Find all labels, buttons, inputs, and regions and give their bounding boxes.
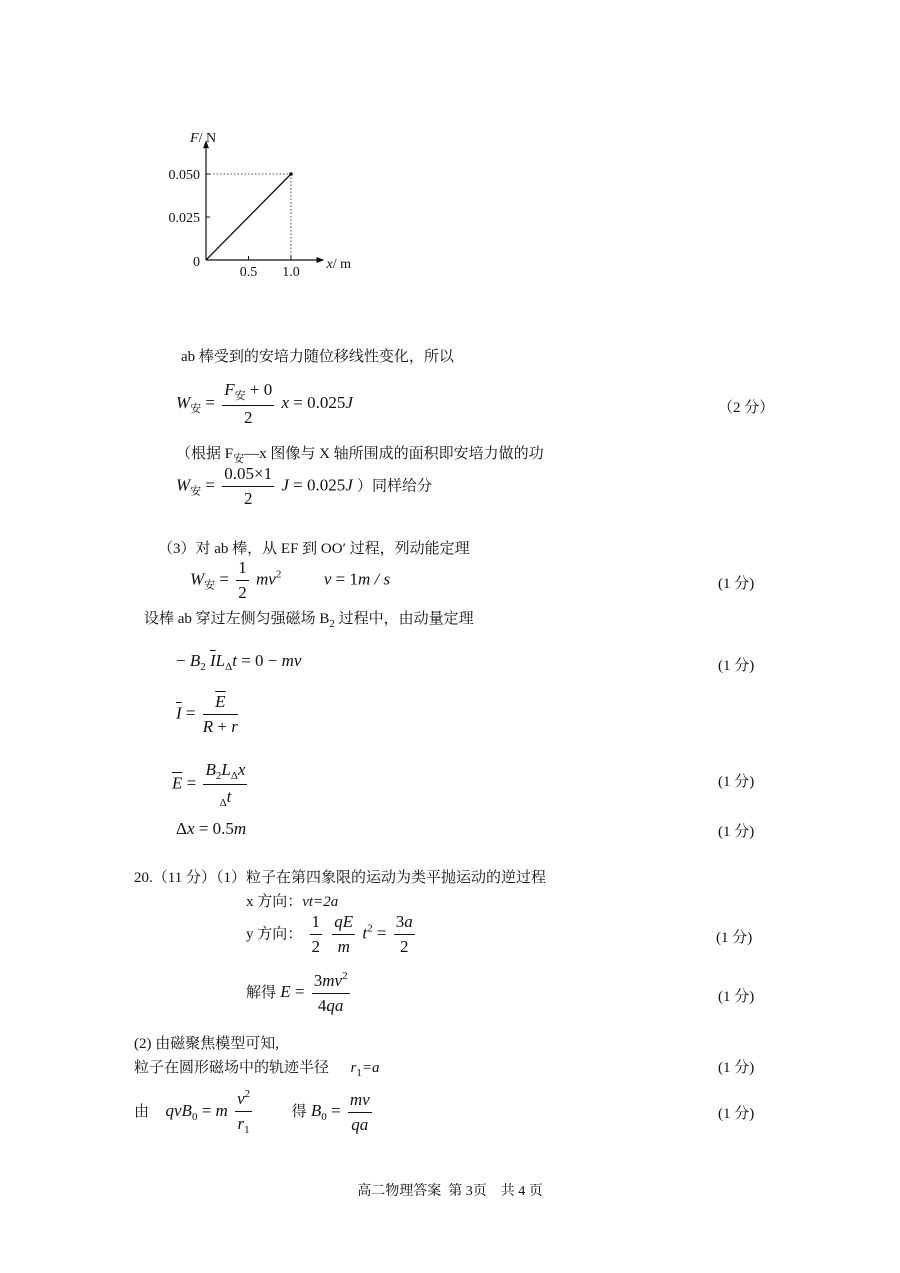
question-20-heading: 20.（11 分）（1）粒子在第四象限的运动为类平抛运动的逆过程 xyxy=(134,870,546,886)
momentum-equation: − $B_2$ $\overline{I}L_\Delta t = 0$ − mv xyxy=(176,651,302,673)
x-axis-label: x/ m xyxy=(326,257,351,272)
part-2-heading: (2) 由磁聚焦模型可知, xyxy=(134,1036,279,1052)
x-direction-equation: x 方向：vt=2a xyxy=(246,894,339,910)
score-label: (1 分) xyxy=(718,576,755,592)
score-label: (1 分) xyxy=(718,989,755,1005)
score-label: (1 分) xyxy=(718,824,755,840)
kinetic-energy-equation: $W_安$ = $\frac{1}{2}$ $mv^2$ v = 1m / s xyxy=(190,558,391,602)
force-displacement-chart xyxy=(150,118,370,283)
y-tick-label: 0.025 xyxy=(168,211,200,226)
work-equation-1: $W_安$ = $\frac{F_安 + 0}{2}$ x = 0.025J xyxy=(176,380,353,427)
score-label: (1 分) xyxy=(718,1060,755,1076)
score-label: (1 分) xyxy=(716,930,753,946)
x-tick-label: 1.0 xyxy=(282,265,300,280)
average-emf-equation: $\overline{E}$ = $\frac{B_2L_\Delta x}{_\Delta t}$ xyxy=(172,760,246,809)
momentum-theorem-text: 设棒 ab 穿过左侧匀强磁场 $B_2$ 过程中，由动量定理 xyxy=(144,611,474,630)
displacement-result: Δx = 0.5m xyxy=(176,819,247,838)
data-point xyxy=(289,172,293,176)
y-direction-equation: y 方向： $\frac{1}{2}$ $\frac{qE}{m}$ $t^2$ = $\frac{3a}{2}$ xyxy=(246,912,413,956)
page-footer: 高二物理答案 第 3页 共 4 页 xyxy=(357,1184,543,1199)
y-axis-label: F/ N xyxy=(190,131,217,147)
electric-field-result: 解得 E = $\frac{3mv^2}{4qa}$ xyxy=(246,970,348,1015)
data-line xyxy=(206,174,291,260)
y-tick-label: 0.050 xyxy=(168,168,200,183)
ampere-force-linear-text: ab 棒受到的安培力随位移线性变化，所以 xyxy=(181,349,454,365)
magnetic-field-equation: 由 qvB$_0$ = m $\frac{v^2}{r_1}$ 得 $B_0$ = $\frac{mv}{qa}$ xyxy=(134,1088,370,1136)
score-label: （2 分） xyxy=(718,400,775,416)
score-label: (1 分) xyxy=(718,774,755,790)
trajectory-radius-text: 粒子在圆形磁场中的轨迹半径 $r_1=a$ xyxy=(134,1060,380,1079)
score-label: (1 分) xyxy=(718,1106,755,1122)
part-3-heading: （3）对 ab 棒，从 EF 到 OO′ 过程，列动能定理 xyxy=(158,541,470,557)
x-axis-arrow xyxy=(317,257,325,263)
score-label: (1 分) xyxy=(718,658,755,674)
origin-label: 0 xyxy=(193,255,200,270)
work-equation-2: $W_安$ = $\frac{0.05\times 1}{2}$ J = 0.025J ）同样给分 xyxy=(176,464,433,508)
average-current-equation: $\overline{I}$ = $\frac{\overline{E}}{R + r}$ xyxy=(176,692,238,736)
x-tick-label: 0.5 xyxy=(239,265,258,280)
area-method-note: （根据 $F_安—x$ 图像与 X 轴所围成的面积即安培力做的功 xyxy=(176,446,544,465)
